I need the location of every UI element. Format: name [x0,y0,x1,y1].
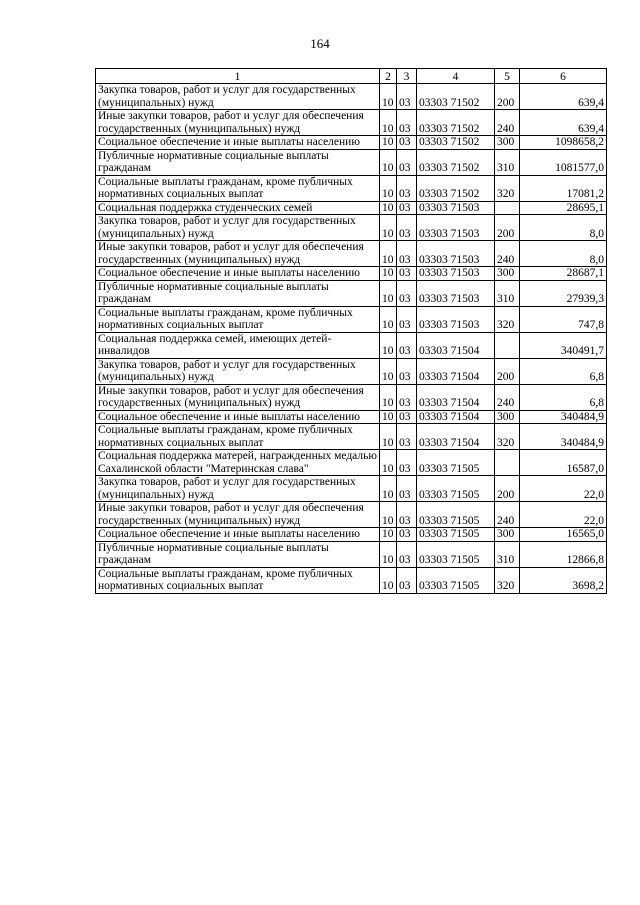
row-target-article-cell: 03303 71503 [417,241,495,267]
row-section-cell: 10 [380,332,397,358]
row-target-article-cell: 03303 71505 [417,567,495,593]
row-expense-type-cell [495,450,520,476]
table-row [96,280,607,306]
row-amount-cell: 17081,2 [520,175,607,201]
row-amount-cell: 16565,0 [520,528,607,542]
row-name-cell: Иные закупки товаров, работ и услуг для обеспечения государственных (муниципальных) нужд [96,241,380,267]
table-row [96,110,607,136]
row-amount-cell: 340491,7 [520,332,607,358]
row-section-cell: 10 [380,267,397,281]
row-name-cell: Социальные выплаты гражданам, кроме публичных нормативных социальных выплат [96,567,380,593]
row-name-cell: Иные закупки товаров, работ и услуг для обеспечения государственных (муниципальных) нужд [96,502,380,528]
row-name-cell: Социальное обеспечение и иные выплаты населению [96,267,380,281]
row-section-cell: 10 [380,528,397,542]
table-row [96,215,607,241]
column-header-6: 6 [520,69,607,84]
row-subsection-cell: 03 [397,410,417,424]
row-name-cell: Социальная поддержка матерей, награжденных медалью Сахалинской области "Материнская слава" [96,450,380,476]
row-expense-type-cell: 300 [495,267,520,281]
row-amount-cell: 747,8 [520,306,607,332]
row-expense-type-cell: 240 [495,241,520,267]
row-section-cell: 10 [380,384,397,410]
row-expense-type-cell: 300 [495,136,520,150]
row-subsection-cell: 03 [397,358,417,384]
row-amount-cell: 27939,3 [520,280,607,306]
table-row [96,241,607,267]
row-subsection-cell: 03 [397,136,417,150]
row-expense-type-cell: 320 [495,567,520,593]
row-target-article-cell: 03303 71505 [417,541,495,567]
table-row [96,410,607,424]
table-row [96,175,607,201]
row-target-article-cell: 03303 71503 [417,267,495,281]
table-row [96,450,607,476]
row-amount-cell: 6,8 [520,384,607,410]
row-section-cell: 10 [380,424,397,450]
column-header-1: 1 [96,69,380,84]
row-expense-type-cell: 240 [495,384,520,410]
row-name-cell: Закупка товаров, работ и услуг для государственных (муниципальных) нужд [96,84,380,110]
row-section-cell: 10 [380,110,397,136]
table-row [96,358,607,384]
row-expense-type-cell: 240 [495,502,520,528]
row-subsection-cell: 03 [397,110,417,136]
table-row [96,149,607,175]
row-target-article-cell: 03303 71503 [417,280,495,306]
row-amount-cell: 12866,8 [520,541,607,567]
row-amount-cell: 28695,1 [520,201,607,215]
row-section-cell: 10 [380,241,397,267]
row-expense-type-cell: 310 [495,280,520,306]
row-name-cell: Публичные нормативные социальные выплаты гражданам [96,541,380,567]
row-expense-type-cell: 310 [495,149,520,175]
row-amount-cell: 16587,0 [520,450,607,476]
row-amount-cell: 22,0 [520,476,607,502]
row-name-cell: Социальное обеспечение и иные выплаты населению [96,528,380,542]
row-expense-type-cell: 200 [495,476,520,502]
table-header-row [96,69,607,84]
row-subsection-cell: 03 [397,528,417,542]
table-row [96,332,607,358]
row-target-article-cell: 03303 71502 [417,84,495,110]
row-name-cell: Закупка товаров, работ и услуг для государственных (муниципальных) нужд [96,215,380,241]
row-target-article-cell: 03303 71503 [417,306,495,332]
row-name-cell: Публичные нормативные социальные выплаты гражданам [96,149,380,175]
row-name-cell: Закупка товаров, работ и услуг для государственных (муниципальных) нужд [96,358,380,384]
row-section-cell: 10 [380,280,397,306]
row-expense-type-cell: 200 [495,84,520,110]
row-section-cell: 10 [380,358,397,384]
row-expense-type-cell: 310 [495,541,520,567]
row-amount-cell: 340484,9 [520,424,607,450]
row-subsection-cell: 03 [397,280,417,306]
row-expense-type-cell: 300 [495,528,520,542]
row-section-cell: 10 [380,306,397,332]
table-row [96,528,607,542]
row-name-cell: Социальное обеспечение и иные выплаты населению [96,410,380,424]
row-expense-type-cell [495,201,520,215]
table-row [96,541,607,567]
row-name-cell: Иные закупки товаров, работ и услуг для обеспечения государственных (муниципальных) нужд [96,384,380,410]
row-amount-cell: 639,4 [520,110,607,136]
budget-table [95,68,607,594]
row-subsection-cell: 03 [397,332,417,358]
row-subsection-cell: 03 [397,84,417,110]
row-expense-type-cell: 200 [495,215,520,241]
row-expense-type-cell: 300 [495,410,520,424]
row-section-cell: 10 [380,410,397,424]
table-row [96,424,607,450]
row-amount-cell: 639,4 [520,84,607,110]
row-target-article-cell: 03303 71502 [417,136,495,150]
row-name-cell: Социальные выплаты гражданам, кроме публичных нормативных социальных выплат [96,306,380,332]
row-target-article-cell: 03303 71505 [417,528,495,542]
row-subsection-cell: 03 [397,567,417,593]
row-amount-cell: 22,0 [520,502,607,528]
row-subsection-cell: 03 [397,384,417,410]
row-subsection-cell: 03 [397,476,417,502]
row-amount-cell: 8,0 [520,215,607,241]
row-expense-type-cell: 320 [495,175,520,201]
row-subsection-cell: 03 [397,502,417,528]
row-target-article-cell: 03303 71504 [417,384,495,410]
table-row [96,384,607,410]
table-body [96,84,607,594]
row-section-cell: 10 [380,215,397,241]
row-target-article-cell: 03303 71505 [417,502,495,528]
row-target-article-cell: 03303 71504 [417,358,495,384]
table-row [96,476,607,502]
row-name-cell: Социальное обеспечение и иные выплаты населению [96,136,380,150]
row-target-article-cell: 03303 71502 [417,175,495,201]
row-section-cell: 10 [380,450,397,476]
row-target-article-cell: 03303 71503 [417,201,495,215]
row-name-cell: Социальные выплаты гражданам, кроме публичных нормативных социальных выплат [96,424,380,450]
row-expense-type-cell: 320 [495,424,520,450]
row-amount-cell: 8,0 [520,241,607,267]
table-row [96,267,607,281]
row-name-cell: Закупка товаров, работ и услуг для государственных (муниципальных) нужд [96,476,380,502]
row-subsection-cell: 03 [397,241,417,267]
row-expense-type-cell: 320 [495,306,520,332]
row-amount-cell: 6,8 [520,358,607,384]
row-section-cell: 10 [380,541,397,567]
row-section-cell: 10 [380,567,397,593]
row-name-cell: Иные закупки товаров, работ и услуг для обеспечения государственных (муниципальных) нужд [96,110,380,136]
table-row [96,502,607,528]
row-target-article-cell: 03303 71503 [417,215,495,241]
row-expense-type-cell: 200 [495,358,520,384]
row-name-cell: Социальные выплаты гражданам, кроме публичных нормативных социальных выплат [96,175,380,201]
row-target-article-cell: 03303 71502 [417,149,495,175]
row-expense-type-cell [495,332,520,358]
row-subsection-cell: 03 [397,306,417,332]
table-row [96,201,607,215]
row-subsection-cell: 03 [397,450,417,476]
row-name-cell: Социальная поддержка семей, имеющих детей-инвалидов [96,332,380,358]
row-target-article-cell: 03303 71504 [417,424,495,450]
row-amount-cell: 28687,1 [520,267,607,281]
row-amount-cell: 1098658,2 [520,136,607,150]
row-expense-type-cell: 240 [495,110,520,136]
column-header-2: 2 [380,69,397,84]
row-section-cell: 10 [380,476,397,502]
row-target-article-cell: 03303 71504 [417,410,495,424]
row-subsection-cell: 03 [397,424,417,450]
row-target-article-cell: 03303 71504 [417,332,495,358]
row-subsection-cell: 03 [397,175,417,201]
row-subsection-cell: 03 [397,149,417,175]
row-target-article-cell: 03303 71505 [417,476,495,502]
row-name-cell: Социальная поддержка студенческих семей [96,201,380,215]
row-subsection-cell: 03 [397,541,417,567]
row-subsection-cell: 03 [397,215,417,241]
row-amount-cell: 340484,9 [520,410,607,424]
row-section-cell: 10 [380,502,397,528]
row-amount-cell: 1081577,0 [520,149,607,175]
table-row [96,306,607,332]
row-section-cell: 10 [380,149,397,175]
row-subsection-cell: 03 [397,267,417,281]
row-section-cell: 10 [380,201,397,215]
row-section-cell: 10 [380,136,397,150]
row-subsection-cell: 03 [397,201,417,215]
table-row [96,136,607,150]
table-row [96,84,607,110]
row-name-cell: Публичные нормативные социальные выплаты гражданам [96,280,380,306]
row-amount-cell: 3698,2 [520,567,607,593]
row-section-cell: 10 [380,84,397,110]
page-number: 164 [310,36,330,51]
column-header-4: 4 [417,69,495,84]
row-target-article-cell: 03303 71502 [417,110,495,136]
column-header-5: 5 [495,69,520,84]
row-section-cell: 10 [380,175,397,201]
table-row [96,567,607,593]
column-header-3: 3 [397,69,417,84]
row-target-article-cell: 03303 71505 [417,450,495,476]
